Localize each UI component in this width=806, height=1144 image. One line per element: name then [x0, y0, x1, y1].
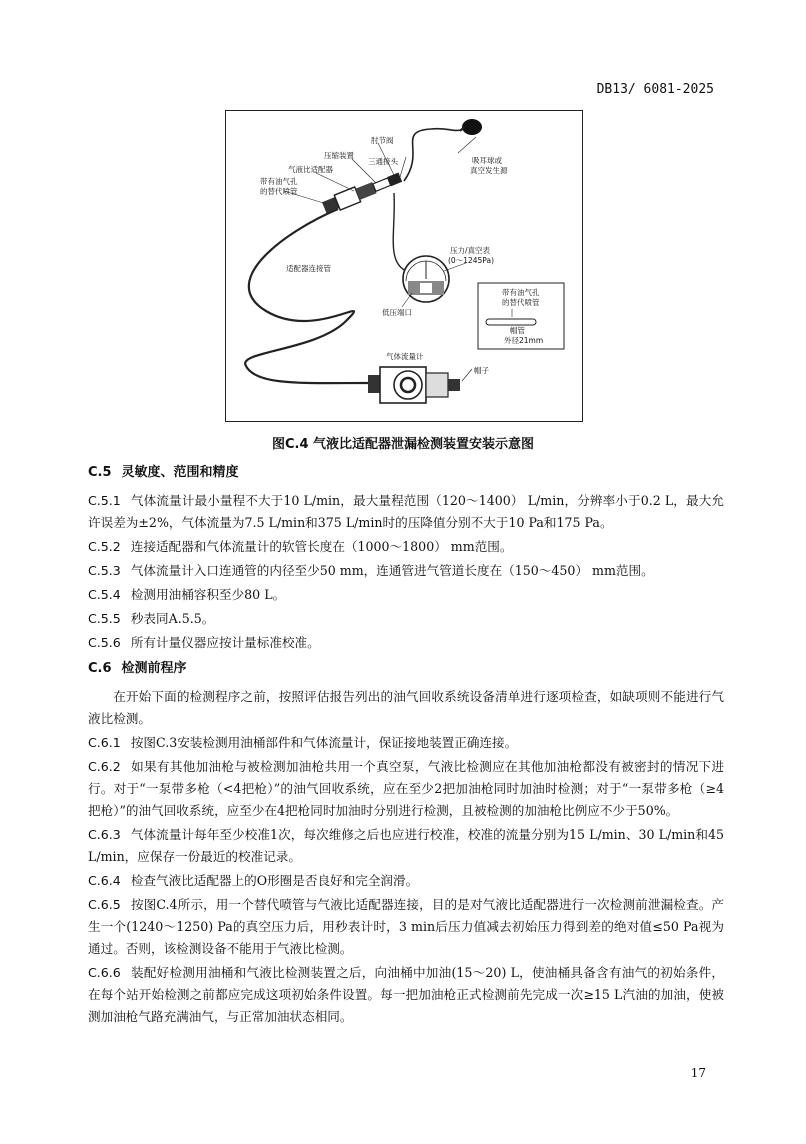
- leak-test-diagram: [226, 111, 582, 421]
- section-number: C.5: [88, 465, 112, 480]
- label-cap: 帽子: [474, 366, 489, 375]
- label-tee-joint: 三通接头: [368, 157, 398, 166]
- clause-number: C.6.2: [88, 759, 121, 774]
- clause-number: C.5.1: [88, 493, 121, 508]
- label-throttle-valve: 肘节阀: [371, 136, 394, 145]
- label-low-port: 低压端口: [382, 308, 412, 317]
- clause-text: 气体流量计入口连通管的内径至少50 mm，连通管进气管道长度在（150～450） mm范围。: [130, 563, 654, 578]
- clause-number: C.5.4: [88, 587, 121, 602]
- clause-c6-5: [88, 894, 724, 960]
- label-suction-2: 真空发生源: [470, 166, 508, 175]
- clause-c5-5: [88, 608, 724, 630]
- clause-c6-3: [88, 824, 724, 868]
- label-adapter: 气液比适配器: [288, 165, 333, 174]
- clause-text: 装配好检测用油桶和气液比检测装置之后，向油桶中加油(15～20) L，使油桶具备含有油气的初始条件，在每个站开始检测之前都应完成这项初始条件设置。每一把加油枪正式检测前先完成一次≥15 L汽油的加油，使被测加油枪气路充满油气，与正常加油状态相同。: [88, 965, 724, 1024]
- label-suction-1: 吸耳球或: [472, 156, 502, 165]
- clause-c5-2: [88, 536, 724, 558]
- label-inset-1: 带有油气孔: [502, 288, 540, 297]
- figure-caption: 图C.4 气液比适配器泄漏检测装置安装示意图: [271, 437, 535, 452]
- section-intro: 在开始下面的检测程序之前，按照评估报告列出的油气回收系统设备清单进行逐项检查，如缺项则不能进行气液比检测。: [88, 689, 724, 726]
- clause-text: 气体流量计每年至少校准1次，每次维修之后也应进行校准，校准的流量分别为15 L/min、30 L/min和45 L/min，应保存一份最近的校准记录。: [88, 827, 724, 864]
- clause-number: C.6.1: [88, 735, 121, 750]
- label-inset-2: 的替代喷管: [502, 298, 540, 307]
- suction-hose: [404, 129, 464, 181]
- label-adapter-tube: 适配器连接管: [286, 264, 331, 273]
- clause-number: C.5.5: [88, 611, 121, 626]
- clause-c6-4: [88, 870, 724, 892]
- clause-c5-6: [88, 632, 724, 654]
- section-title: 检测前程序: [121, 661, 187, 676]
- figure-diagram: [225, 110, 583, 422]
- clause-text: 连接适配器和气体流量计的软管长度在（1000～1800） mm范围。: [130, 539, 513, 554]
- clause-text: 按图C.3安装检测用油桶部件和气体流量计，保证接地装置正确连接。: [130, 735, 518, 750]
- label-nozzle-2: 的替代喷管: [260, 187, 298, 196]
- label-nozzle-1: 带有油气孔: [260, 177, 298, 186]
- flowmeter-icon: [368, 367, 460, 403]
- suction-bulb-icon: [462, 119, 482, 135]
- clause-text: 如果有其他加油枪与被检测加油枪共用一个真空泵，气液比检测应在其他加油枪都没有被密封的情况下进行。对于“一泵带多枪（<4把枪）”的油气回收系统，应在至少2把加油枪同时加油时检测；对于“一泵带多枪（≥4把枪）”的油气回收系统，应至少在4把枪同时加油时分别进行检测，且被检测的加油枪比例应不少于50%。: [88, 759, 724, 818]
- clause-c6-6: [88, 962, 724, 1028]
- clause-number: C.6.6: [88, 965, 121, 980]
- label-inset-od: 外径21mm: [504, 336, 544, 345]
- document-code: DB13/ 6081-2025: [596, 82, 714, 97]
- clause-c6-2: [88, 756, 724, 822]
- clause-number: C.6.5: [88, 897, 121, 912]
- clause-number: C.5.2: [88, 539, 121, 554]
- label-gauge-2: (0～1245Pa): [448, 256, 494, 265]
- section-title: 灵敏度、范围和精度: [121, 465, 239, 480]
- clause-number: C.5.3: [88, 563, 121, 578]
- body-content: [88, 458, 724, 1030]
- clause-number: C.6.3: [88, 827, 121, 842]
- clause-text: 气体流量计最小量程不大于10 L/min，最大量程范围（120～1400） L/min，分辨率小于0.2 L，最大允许误差为±2%，气体流量为7.5 L/min和375 L/min时的压降值分别不大于10 Pa和175 Pa。: [88, 493, 724, 530]
- adapter-hose: [245, 209, 368, 383]
- clause-c5-4: [88, 584, 724, 606]
- label-flowmeter: 气体流量计: [386, 352, 424, 361]
- clause-c6-1: [88, 732, 724, 754]
- page-number: 17: [690, 1066, 706, 1080]
- clause-text: 按图C.4所示，用一个替代喷管与气液比适配器连接，目的是对气液比适配器进行一次检测前泄漏检查。产生一个(1240～1250) Pa的真空压力后，用秒表计时，3 min后压力值减去初始压力得到差的绝对值≤50 Pa视为通过。否则，该检测设备不能用于气液比检测。: [88, 897, 724, 956]
- label-gauge-1: 压力/真空表: [450, 246, 491, 255]
- adapter-assembly: [321, 170, 403, 216]
- clause-text: 所有计量仪器应按计量标准校准。: [130, 635, 320, 650]
- label-compression-device: 压缩装置: [324, 151, 354, 160]
- clause-number: C.6.4: [88, 873, 121, 888]
- clause-text: 检测用油桶容积至少80 L。: [130, 587, 286, 602]
- clause-c5-3: [88, 560, 724, 582]
- section-heading-c6: [88, 658, 724, 680]
- section-number: C.6: [88, 661, 112, 676]
- section-heading-c5: [88, 462, 724, 484]
- pressure-gauge-icon: [403, 256, 449, 302]
- clause-text: 秒表同A.5.5。: [130, 611, 215, 626]
- label-inset-cap: 帽管: [510, 326, 525, 335]
- clause-c5-1: [88, 490, 724, 534]
- clause-number: C.5.6: [88, 635, 121, 650]
- clause-text: 检查气液比适配器上的O形圈是否良好和完全润滑。: [130, 873, 419, 888]
